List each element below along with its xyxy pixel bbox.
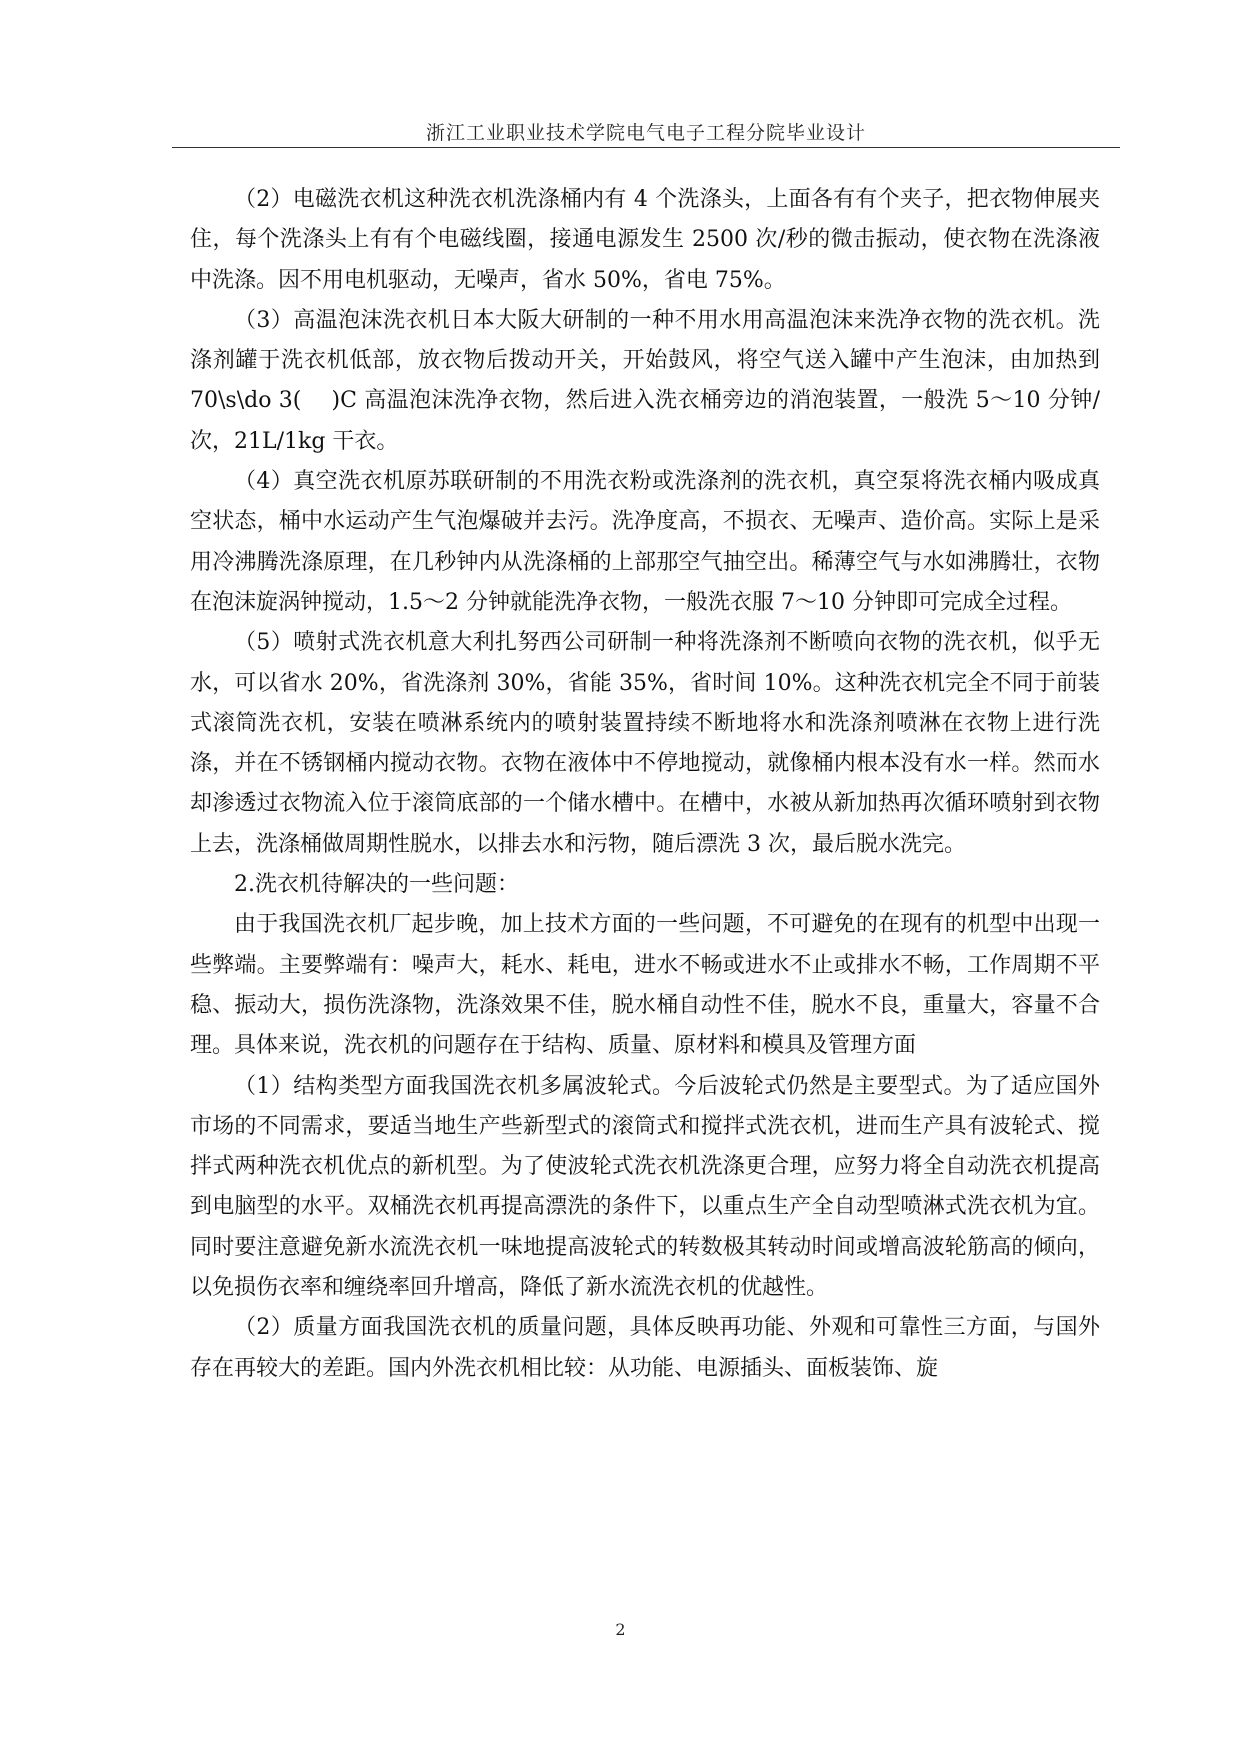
header-rule: [172, 147, 1120, 148]
paragraph-electromagnetic-washer: （2）电磁洗衣机这种洗衣机洗涤桶内有 4 个洗涤头，上面各有有个夹子，把衣物伸展夹住，每个洗涤头上有有个电磁线圈，接通电源发生 2500 次/秒的微击振动，使衣物在洗涤液中洗涤。因不用电机驱动，无噪声，省水 50%，省电 75%。: [190, 187, 1100, 293]
paragraph-foam-washer: （3）高温泡沫洗衣机日本大阪大研制的一种不用水用高温泡沫来洗净衣物的洗衣机。洗涤剂罐于洗衣机低部，放衣物后拨动开关，开始鼓风，将空气送入罐中产生泡沫，由加热到 70\s\do 3( )C 高温泡沫洗净衣物，然后进入洗衣桶旁边的消泡装置，一般洗 5～10 分钟/次，21L/1kg 干衣。: [190, 307, 1100, 454]
body-text: [190, 180, 1100, 1389]
page-number: 2: [615, 1620, 626, 1639]
paragraph-problems-intro: 由于我国洗衣机厂起步晚，加上技术方面的一些问题，不可避免的在现有的机型中出现一些弊端。主要弊端有：噪声大，耗水、耗电，进水不畅或进水不止或排水不畅，工作周期不平稳、振动大，损伤洗涤物，洗涤效果不佳，脱水桶自动性不佳，脱水不良，重量大，容量不合理。具体来说，洗衣机的问题存在于结构、质量、原材料和模具及管理方面: [190, 912, 1100, 1059]
running-header: 浙江工业职业技术学院电气电子工程分院毕业设计: [425, 122, 866, 144]
paragraph-spray-washer: （5）喷射式洗衣机意大利扎努西公司研制一种将洗涤剂不断喷向衣物的洗衣机，似乎无水，可以省水 20%，省洗涤剂 30%，省能 35%，省时间 10%。这种洗衣机完全不同于前装式滚筒洗衣机，安装在喷淋系统内的喷射装置持续不断地将水和洗涤剂喷淋在衣物上进行洗涤，并在不锈钢桶内搅动衣物。衣物在液体中不停地搅动，就像桶内根本没有水一样。然而水却渗透过衣物流入位于滚筒底部的一个储水槽中。在槽中，水被从新加热再次循环喷射到衣物上去，洗涤桶做周期性脱水，以排去水和污物，随后漂洗 3 次，最后脱水洗完。: [190, 630, 1100, 857]
paragraph-quality: （2）质量方面我国洗衣机的质量问题，具体反映再功能、外观和可靠性三方面，与国外存在再较大的差距。国内外洗衣机相比较：从功能、电源插头、面板装饰、旋: [190, 1315, 1100, 1381]
section-heading-problems: 2.洗衣机待解决的一些问题：: [234, 872, 519, 898]
paragraph-vacuum-washer: （4）真空洗衣机原苏联研制的不用洗衣粉或洗涤剂的洗衣机，真空泵将洗衣桶内吸成真空状态，桶中水运动产生气泡爆破并去污。洗净度高，不损衣、无噪声、造价高。实际上是采用冷沸腾洗涤原理，在几秒钟内从洗涤桶的上部那空气抽空出。稀薄空气与水如沸腾壮，衣物在泡沫旋涡钟搅动，1.5～2 分钟就能洗净衣物，一般洗衣服 7～10 分钟即可完成全过程。: [190, 469, 1100, 615]
paragraph-structure-type: （1）结构类型方面我国洗衣机多属波轮式。今后波轮式仍然是主要型式。为了适应国外市场的不同需求，要适当地生产些新型式的滚筒式和搅拌式洗衣机，进而生产具有波轮式、搅拌式两种洗衣机优点的新机型。为了使波轮式洗衣机洗涤更合理，应努力将全自动洗衣机提高到电脑型的水平。双桶洗衣机再提高漂洗的条件下，以重点生产全自动型喷淋式洗衣机为宜。同时要注意避免新水流洗衣机一味地提高波轮式的转数极其转动时间或增高波轮筋高的倾向，以免损伤衣率和缠绕率回升增高，降低了新水流洗衣机的优越性。: [190, 1073, 1100, 1301]
